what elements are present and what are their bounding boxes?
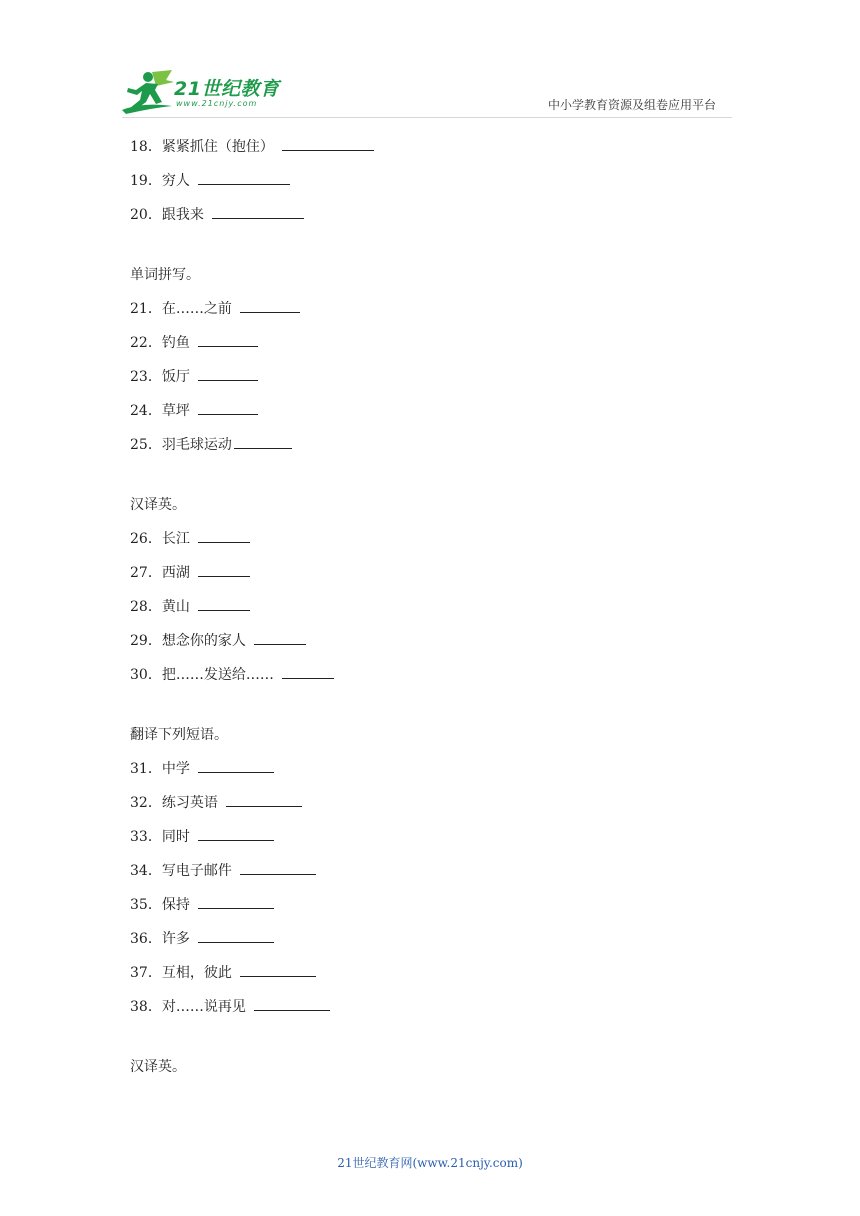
- question-item: [130, 630, 730, 664]
- logo-text: 21世纪教育: [174, 78, 280, 100]
- question-number: 18．: [130, 139, 162, 155]
- question-item: [130, 204, 730, 238]
- runner-icon: [122, 68, 178, 114]
- answer-blank: [198, 596, 250, 611]
- question-item: [130, 860, 730, 894]
- question-number: 30．: [130, 667, 162, 683]
- question-item: [130, 962, 730, 996]
- question-text: 练习英语: [161, 795, 218, 811]
- question-number: 38．: [130, 999, 162, 1015]
- answer-blank: [234, 434, 292, 449]
- section-title: 汉译英。: [130, 497, 186, 513]
- question-item: [130, 826, 730, 860]
- question-text: 穷人: [161, 173, 190, 189]
- answer-blank: [226, 792, 302, 807]
- answer-blank: [282, 136, 374, 151]
- page-header: [0, 0, 860, 120]
- answer-blank: [240, 962, 316, 977]
- page-footer: 21世纪教育网(www.21cnjy.com): [337, 1156, 523, 1170]
- answer-blank: [198, 366, 258, 381]
- question-number: 24．: [130, 403, 162, 419]
- answer-blank: [198, 928, 274, 943]
- answer-blank: [212, 204, 304, 219]
- answer-blank: [198, 400, 258, 415]
- question-text: 紧紧抓住（抱住）: [161, 139, 274, 155]
- question-text: 钓鱼: [161, 335, 190, 351]
- question-item: [130, 332, 730, 366]
- answer-blank: [198, 758, 274, 773]
- answer-blank: [198, 528, 250, 543]
- question-text: 同时: [161, 829, 190, 845]
- question-item: [130, 792, 730, 826]
- question-number: 35．: [130, 897, 162, 913]
- question-item: [130, 996, 730, 1030]
- question-text: 饭厅: [161, 369, 190, 385]
- question-item: [130, 894, 730, 928]
- answer-blank: [282, 664, 334, 679]
- question-item: [130, 434, 730, 468]
- section-title: 翻译下列短语。: [130, 727, 228, 743]
- question-text: 中学: [161, 761, 190, 777]
- question-number: 23．: [130, 369, 162, 385]
- logo-url: www.21cnjy.com: [176, 99, 258, 108]
- question-item: [130, 928, 730, 962]
- exercise-content: [130, 136, 730, 1090]
- question-number: 32．: [130, 795, 162, 811]
- question-number: 37．: [130, 965, 162, 981]
- question-text: 写电子邮件: [161, 863, 232, 879]
- question-number: 36．: [130, 931, 162, 947]
- answer-blank: [254, 630, 306, 645]
- question-number: 19．: [130, 173, 162, 189]
- section-title: 汉译英。: [130, 1059, 186, 1075]
- question-number: 28．: [130, 599, 162, 615]
- header-divider: [122, 117, 732, 118]
- question-number: 25．: [130, 437, 162, 453]
- question-item: [130, 664, 730, 698]
- question-number: 27．: [130, 565, 162, 581]
- question-text: 长江: [161, 531, 190, 547]
- question-text: 保持: [161, 897, 190, 913]
- question-text: 把……发送给……: [161, 667, 274, 683]
- question-item: [130, 528, 730, 562]
- question-item: [130, 366, 730, 400]
- question-number: 34．: [130, 863, 162, 879]
- question-number: 31．: [130, 761, 162, 777]
- header-tagline: 中小学教育资源及组卷应用平台: [548, 98, 717, 112]
- question-text: 想念你的家人: [161, 633, 246, 649]
- question-text: 互相，彼此: [161, 965, 232, 981]
- question-item: [130, 400, 730, 434]
- question-text: 在……之前: [161, 301, 232, 317]
- site-logo: [122, 68, 292, 114]
- question-text: 草坪: [161, 403, 190, 419]
- question-item: [130, 136, 730, 170]
- question-text: 羽毛球运动: [161, 437, 232, 453]
- question-item: [130, 596, 730, 630]
- answer-blank: [198, 894, 274, 909]
- answer-blank: [254, 996, 330, 1011]
- answer-blank: [240, 298, 300, 313]
- question-number: 20．: [130, 207, 162, 223]
- answer-blank: [198, 826, 274, 841]
- answer-blank: [198, 562, 250, 577]
- question-item: [130, 562, 730, 596]
- question-number: 22．: [130, 335, 162, 351]
- answer-blank: [198, 170, 290, 185]
- question-number: 33．: [130, 829, 162, 845]
- question-item: [130, 298, 730, 332]
- question-number: 26．: [130, 531, 162, 547]
- section-title: 单词拼写。: [130, 267, 200, 283]
- question-text: 跟我来: [161, 207, 204, 223]
- question-text: 许多: [161, 931, 190, 947]
- question-number: 21．: [130, 301, 162, 317]
- question-item: [130, 758, 730, 792]
- question-text: 西湖: [161, 565, 190, 581]
- question-text: 黄山: [161, 599, 190, 615]
- question-text: 对……说再见: [161, 999, 246, 1015]
- answer-blank: [240, 860, 316, 875]
- question-item: [130, 170, 730, 204]
- answer-blank: [198, 332, 258, 347]
- question-number: 29．: [130, 633, 162, 649]
